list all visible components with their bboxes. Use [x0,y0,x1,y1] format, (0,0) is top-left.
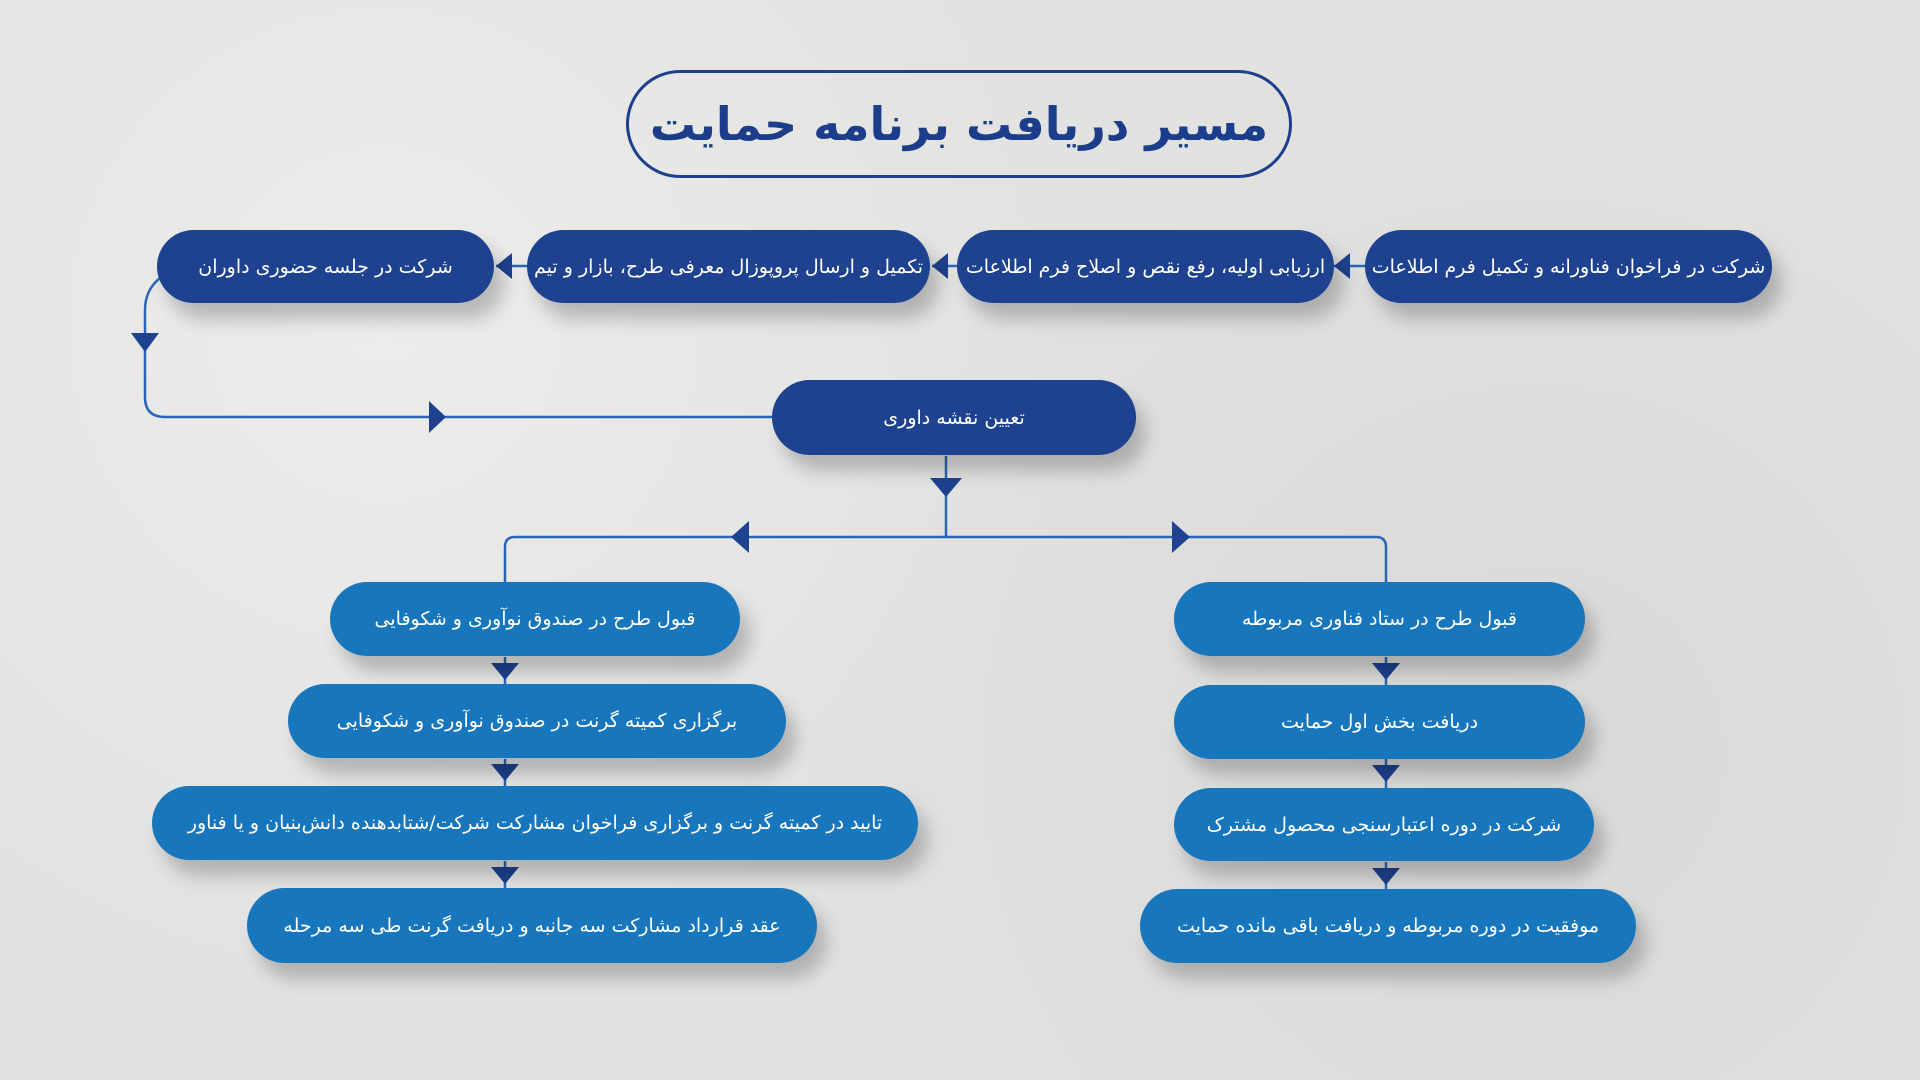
step-judges-meeting: شرکت در جلسه حضوری داوران [157,230,494,303]
step-proposal-submission: تکمیل و ارسال پروپوزال معرفی طرح، بازار و تیم [527,230,930,303]
arrow-split-left [731,521,749,553]
right-step-3: شرکت در دوره اعتبارسنجی محصول مشترک [1174,788,1594,861]
arrow-1-2 [1334,253,1350,279]
right-step-4: موفقیت در دوره مربوطه و دریافت باقی مانده حمایت [1140,889,1636,963]
arrow-center-down [930,478,962,497]
right-step-1: قبول طرح در ستاد فناوری مربوطه [1174,582,1585,656]
arrow-loop-down [131,333,159,352]
left-step-3: تایید در کمیته گرنت و برگزاری فراخوان مشارکت شرکت/شتابدهنده دانش‌بنیان و یا فناور [152,786,918,860]
step-initial-evaluation: ارزیابی اولیه، رفع نقص و اصلاح فرم اطلاعات [957,230,1334,303]
left-step-1: قبول طرح در صندوق نوآوری و شکوفایی [330,582,740,656]
arrow-loop-right [429,401,446,433]
step-call-participation: شرکت در فراخوان فناورانه و تکمیل فرم اطلاعات [1365,230,1772,303]
left-step-4: عقد قرارداد مشارکت سه جانبه و دریافت گرنت طی سه مرحله [247,888,817,963]
split-left [505,537,946,583]
arrow-3-4 [496,253,512,279]
right-step-2: دریافت بخش اول حمایت [1174,685,1585,759]
left-step-2: برگزاری کمیته گرنت در صندوق نوآوری و شکوفایی [288,684,786,758]
arrow-split-right [1172,521,1190,553]
step-judging-map: تعیین نقشه داوری [772,380,1136,455]
arrow-2-3 [932,253,948,279]
page-title: مسیر دریافت برنامه حمایت [626,70,1292,178]
split-right [946,537,1386,583]
